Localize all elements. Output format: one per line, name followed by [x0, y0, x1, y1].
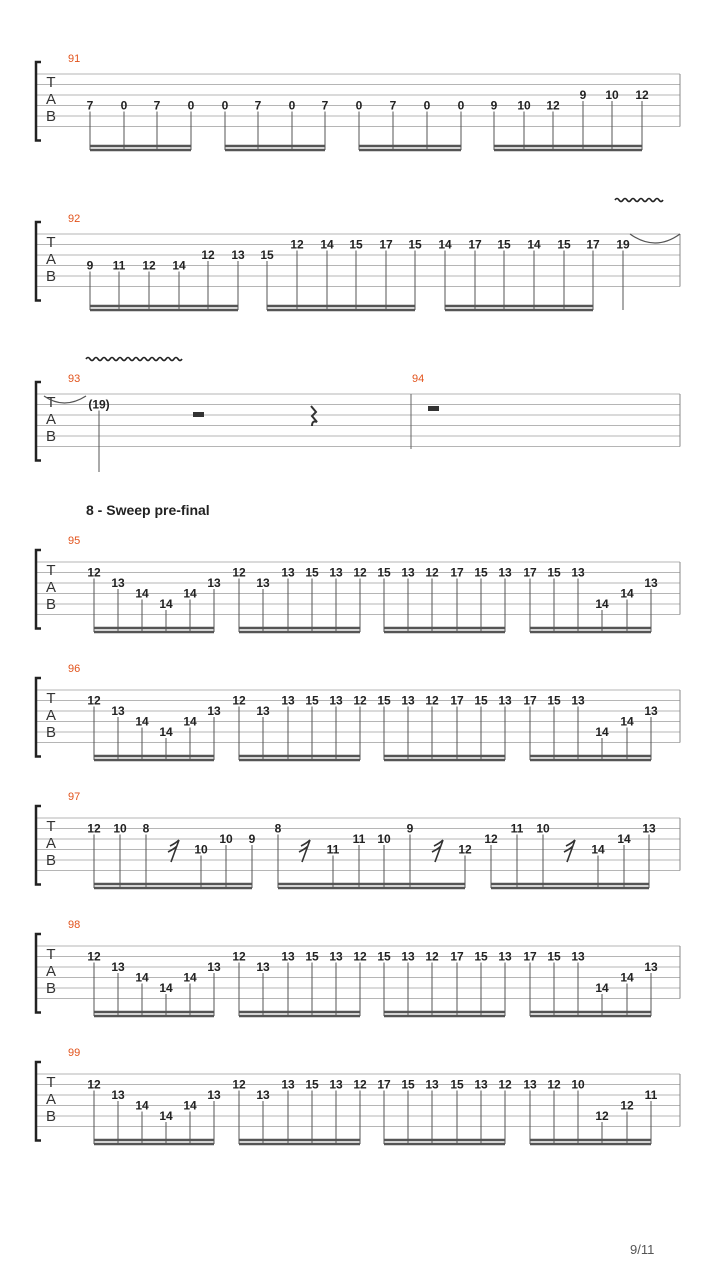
fret-number: 10 — [194, 842, 208, 857]
fret-number: 17 — [523, 949, 537, 964]
fret-number: 13 — [498, 949, 512, 964]
tab-clef-letter: T — [46, 234, 56, 251]
tab-clef-letter: A — [45, 411, 57, 428]
tab-system — [36, 373, 680, 472]
fret-number: 12 — [498, 1077, 512, 1092]
fret-number: 13 — [425, 1077, 439, 1092]
measure-number: 96 — [68, 663, 81, 675]
sixteenth-rest — [299, 840, 310, 862]
tab-clef-letter: A — [45, 91, 57, 108]
fret-number: 11 — [112, 258, 126, 273]
tab-clef-letter: A — [45, 251, 57, 268]
fret-number: 10 — [219, 832, 233, 846]
tab-clef-letter: T — [46, 946, 56, 963]
fret-number: 15 — [401, 1077, 415, 1092]
fret-number: 9 — [490, 98, 498, 113]
fret-number: 13 — [642, 821, 656, 836]
fret-number: 13 — [207, 960, 221, 974]
fret-number: 13 — [207, 576, 221, 590]
fret-number: 13 — [523, 1077, 537, 1092]
measure-number: 92 — [68, 213, 81, 225]
fret-number: 13 — [111, 576, 125, 590]
fret-number: 12 — [87, 693, 101, 708]
fret-number: 14 — [320, 237, 334, 252]
fret-number: 14 — [159, 981, 173, 995]
fret-number: 15 — [377, 693, 391, 708]
fret-number: 13 — [256, 576, 270, 590]
sixteenth-rest — [564, 840, 575, 862]
tab-clef-letter: A — [45, 579, 57, 596]
measure-number: 93 — [68, 373, 81, 385]
fret-number: 14 — [135, 1098, 149, 1113]
tie-arc — [630, 234, 680, 243]
fret-number: 13 — [329, 949, 343, 964]
fret-number: 12 — [484, 832, 498, 846]
fret-number: 13 — [281, 1077, 295, 1092]
fret-number: 0 — [288, 98, 296, 113]
tab-clef-letter: T — [46, 1074, 56, 1091]
fret-number: 12 — [87, 565, 101, 580]
tab-clef-letter: B — [45, 1108, 57, 1125]
fret-number: 10 — [536, 821, 550, 836]
vibrato-mark — [615, 199, 663, 202]
fret-number: 14 — [159, 1109, 173, 1123]
fret-number: 17 — [586, 237, 600, 252]
fret-number: 9 — [248, 832, 256, 846]
fret-number: 17 — [450, 949, 464, 964]
fret-number: 0 — [221, 98, 229, 113]
fret-number: 12 — [595, 1109, 609, 1123]
fret-number: 12 — [353, 949, 367, 964]
fret-number: 12 — [546, 98, 560, 113]
half-rest — [193, 412, 204, 417]
fret-number: 9 — [86, 258, 94, 273]
fret-number: 12 — [232, 565, 246, 580]
fret-number: 13 — [256, 1088, 270, 1102]
fret-number: 13 — [329, 693, 343, 708]
tab-system — [36, 919, 680, 1016]
fret-number: 12 — [232, 1077, 246, 1092]
fret-number: 12 — [232, 693, 246, 708]
fret-number: 15 — [557, 237, 571, 252]
fret-number: 12 — [635, 88, 649, 102]
tab-clef-letter: B — [45, 980, 57, 997]
fret-number: 13 — [401, 565, 415, 580]
tab-clef-letter: A — [45, 963, 57, 980]
fret-number: 14 — [135, 586, 149, 601]
fret-number: 13 — [281, 565, 295, 580]
tab-clef-letter: T — [46, 562, 56, 579]
fret-number: 9 — [406, 821, 414, 836]
fret-number: 12 — [142, 258, 156, 273]
fret-number: 12 — [620, 1098, 634, 1113]
fret-number: 10 — [571, 1077, 585, 1092]
fret-number: 11 — [644, 1088, 658, 1102]
tab-clef-letter: B — [45, 428, 57, 445]
fret-number: 17 — [468, 237, 482, 252]
fret-number: 12 — [290, 237, 304, 252]
tab-clef-letter: B — [45, 596, 57, 613]
fret-number: 15 — [377, 949, 391, 964]
fret-number: 13 — [498, 565, 512, 580]
measure-number: 99 — [68, 1047, 81, 1059]
sixteenth-rest — [168, 840, 179, 862]
fret-number: 13 — [111, 704, 125, 718]
fret-number: 9 — [579, 88, 587, 102]
fret-number: 12 — [87, 949, 101, 964]
fret-number: 15 — [305, 693, 319, 708]
page-number: 9/11 — [630, 1242, 655, 1257]
fret-number: 12 — [353, 693, 367, 708]
fret-number: 12 — [353, 1077, 367, 1092]
fret-number: 0 — [120, 98, 128, 113]
fret-number: 8 — [274, 821, 282, 836]
fret-number: 14 — [620, 714, 634, 729]
fret-number: 13 — [329, 1077, 343, 1092]
fret-number: 0 — [187, 98, 195, 113]
fret-number: 14 — [595, 981, 609, 995]
fret-number: 12 — [547, 1077, 561, 1092]
fret-number: 13 — [571, 693, 585, 708]
measure-number: 98 — [68, 919, 81, 931]
fret-number: 10 — [605, 88, 619, 102]
fret-number: 13 — [571, 949, 585, 964]
fret-number: 15 — [474, 565, 488, 580]
fret-number: 14 — [620, 586, 634, 601]
quarter-rest — [311, 406, 317, 426]
fret-number: 14 — [135, 970, 149, 985]
fret-number: 14 — [591, 842, 605, 857]
fret-number: 13 — [644, 960, 658, 974]
fret-number: 17 — [523, 565, 537, 580]
fret-number: 15 — [408, 237, 422, 252]
fret-number: 13 — [281, 693, 295, 708]
fret-number: 14 — [159, 597, 173, 611]
fret-number: 15 — [474, 949, 488, 964]
fret-number: 15 — [377, 565, 391, 580]
fret-number: 7 — [321, 98, 329, 113]
fret-number: 13 — [207, 704, 221, 718]
tab-system — [36, 791, 680, 888]
fret-number: 14 — [527, 237, 541, 252]
fret-number: 7 — [389, 98, 397, 113]
measure-number: 95 — [68, 535, 81, 547]
vibrato-mark — [86, 358, 182, 361]
fret-number: 13 — [401, 693, 415, 708]
fret-number: 12 — [201, 248, 215, 262]
fret-number: 13 — [231, 248, 245, 262]
fret-number: 13 — [256, 960, 270, 974]
fret-number: 14 — [172, 258, 186, 273]
tab-clef-letter: B — [45, 268, 57, 285]
fret-number: 13 — [498, 693, 512, 708]
fret-number: 17 — [523, 693, 537, 708]
fret-number: 14 — [595, 597, 609, 611]
fret-number: 13 — [111, 1088, 125, 1102]
tab-clef-letter: A — [45, 1091, 57, 1108]
fret-number: 11 — [352, 832, 366, 846]
fret-number: 14 — [617, 832, 631, 846]
fret-number: 13 — [401, 949, 415, 964]
measure-number: 94 — [412, 373, 425, 385]
fret-number: 13 — [207, 1088, 221, 1102]
fret-number: 12 — [87, 1077, 101, 1092]
whole-rest — [428, 406, 439, 411]
fret-number: 14 — [183, 970, 197, 985]
fret-number: (19) — [88, 397, 110, 412]
tab-system — [36, 535, 680, 632]
fret-number: 11 — [510, 821, 524, 836]
fret-number: 14 — [183, 714, 197, 729]
fret-number: 14 — [159, 725, 173, 739]
fret-number: 13 — [644, 576, 658, 590]
fret-number: 12 — [87, 821, 101, 836]
fret-number: 15 — [305, 949, 319, 964]
fret-number: 15 — [305, 1077, 319, 1092]
measure-number: 91 — [68, 53, 81, 65]
tab-system — [36, 663, 680, 760]
fret-number: 10 — [113, 821, 127, 836]
fret-number: 13 — [474, 1077, 488, 1092]
fret-number: 10 — [377, 832, 391, 846]
fret-number: 14 — [135, 714, 149, 729]
fret-number: 14 — [438, 237, 452, 252]
tab-system — [36, 53, 680, 150]
fret-number: 14 — [595, 725, 609, 739]
fret-number: 7 — [86, 98, 94, 113]
section-title: 8 - Sweep pre-final — [86, 502, 210, 518]
fret-number: 7 — [153, 98, 161, 113]
fret-number: 11 — [326, 842, 340, 857]
tab-clef-letter: T — [46, 74, 56, 91]
fret-number: 7 — [254, 98, 262, 113]
fret-number: 12 — [425, 565, 439, 580]
tab-clef-letter: A — [45, 835, 57, 852]
fret-number: 15 — [349, 237, 363, 252]
tab-clef-letter: B — [45, 852, 57, 869]
fret-number: 17 — [450, 693, 464, 708]
tab-clef-letter: T — [46, 690, 56, 707]
fret-number: 15 — [305, 565, 319, 580]
fret-number: 12 — [353, 565, 367, 580]
measure-number: 97 — [68, 791, 81, 803]
fret-number: 17 — [450, 565, 464, 580]
fret-number: 0 — [355, 98, 363, 113]
fret-number: 12 — [425, 693, 439, 708]
tab-clef-letter: T — [46, 394, 56, 411]
fret-number: 13 — [571, 565, 585, 580]
fret-number: 17 — [379, 237, 393, 252]
fret-number: 19 — [616, 237, 630, 252]
fret-number: 14 — [183, 1098, 197, 1113]
tab-system — [36, 213, 680, 310]
fret-number: 13 — [644, 704, 658, 718]
fret-number: 15 — [474, 693, 488, 708]
tab-clef-letter: T — [46, 818, 56, 835]
fret-number: 15 — [497, 237, 511, 252]
fret-number: 13 — [256, 704, 270, 718]
fret-number: 15 — [547, 565, 561, 580]
fret-number: 15 — [260, 248, 274, 262]
fret-number: 0 — [423, 98, 431, 113]
fret-number: 13 — [111, 960, 125, 974]
tab-system — [36, 1047, 680, 1144]
fret-number: 10 — [517, 98, 531, 113]
sixteenth-rest — [432, 840, 443, 862]
fret-number: 0 — [457, 98, 465, 113]
fret-number: 15 — [547, 693, 561, 708]
fret-number: 12 — [458, 842, 472, 857]
tab-clef-letter: B — [45, 724, 57, 741]
fret-number: 8 — [142, 821, 150, 836]
fret-number: 12 — [232, 949, 246, 964]
fret-number: 13 — [329, 565, 343, 580]
tab-clef-letter: B — [45, 108, 57, 125]
fret-number: 15 — [450, 1077, 464, 1092]
fret-number: 12 — [425, 949, 439, 964]
tab-clef-letter: A — [45, 707, 57, 724]
fret-number: 13 — [281, 949, 295, 964]
fret-number: 14 — [183, 586, 197, 601]
fret-number: 15 — [547, 949, 561, 964]
fret-number: 14 — [620, 970, 634, 985]
fret-number: 17 — [377, 1077, 391, 1092]
